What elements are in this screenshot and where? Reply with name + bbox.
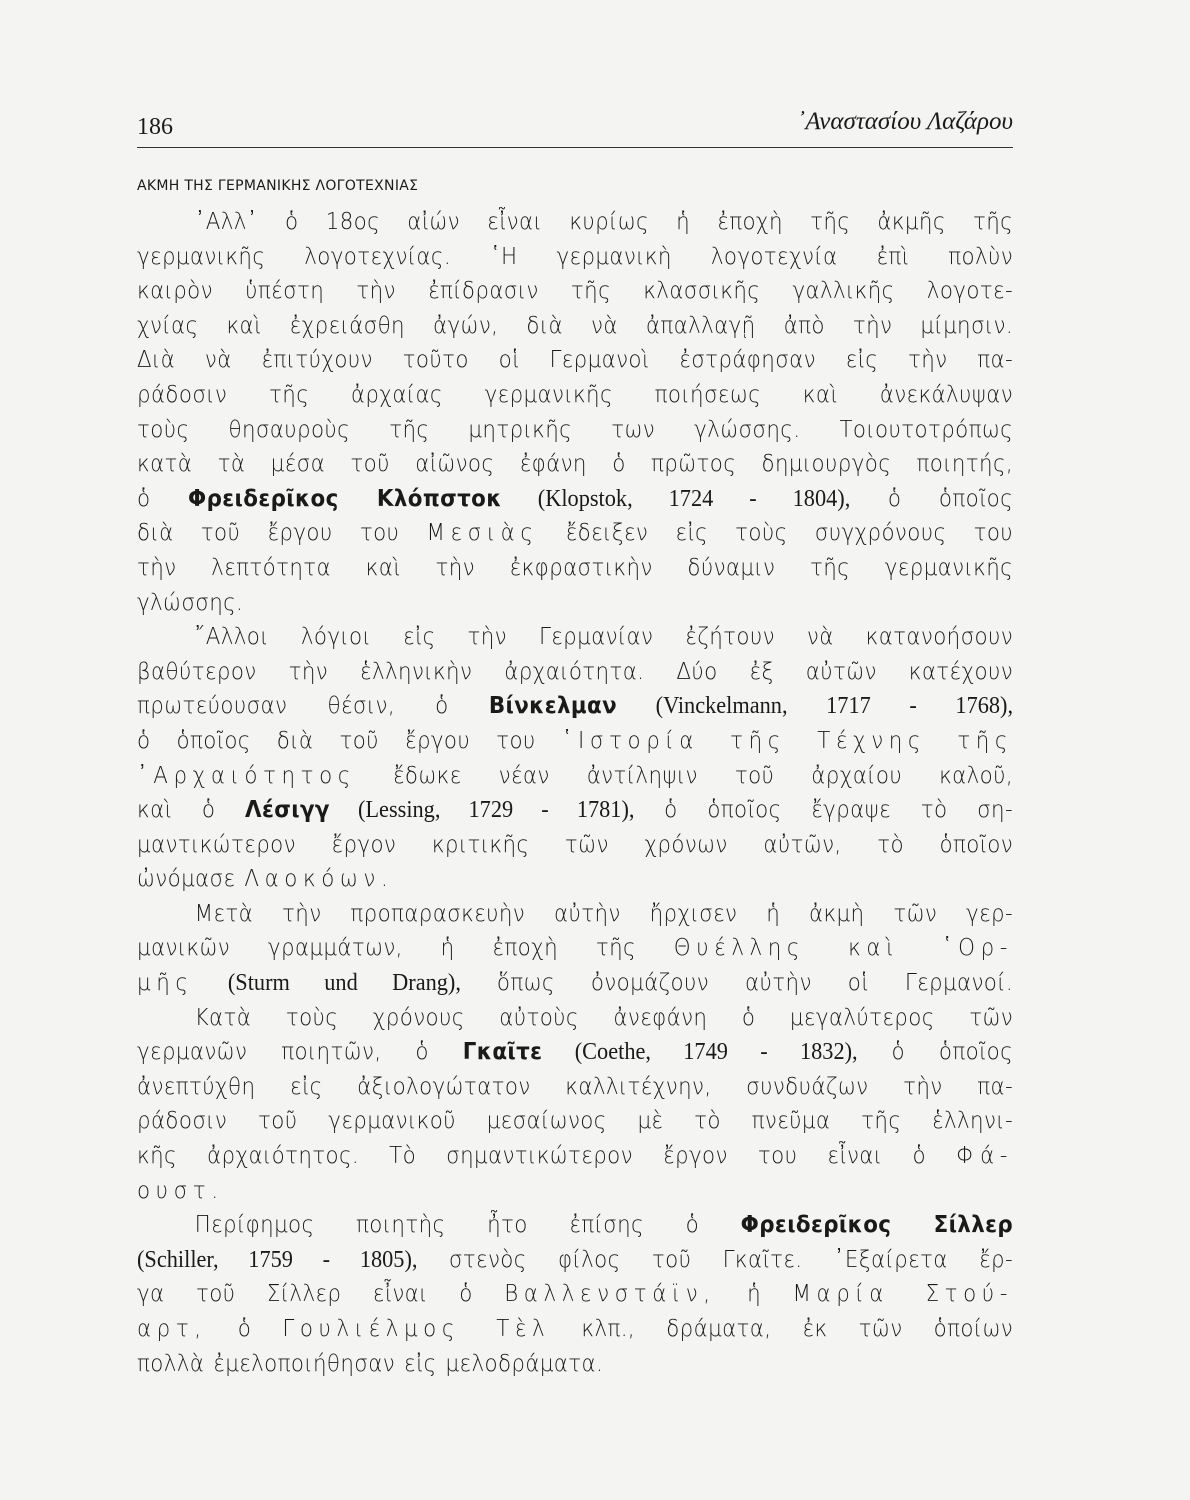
bold-name: Φρειδερῖκος Σίλλερ <box>740 1212 1014 1239</box>
text-segment: κλπ., δράματα, ἐκ τῶν ὁποίων <box>550 1316 1014 1342</box>
spaced-title: ᾿Αρχαιότητος <box>137 762 356 789</box>
bold-name: Φρειδερῖκος Κλόπστοκ <box>188 485 502 512</box>
text-line <box>137 205 1013 240</box>
text-segment: ὁ ὁποῖος διὰ τοῦ ἔργου του <box>137 727 562 754</box>
text-line <box>137 516 1013 551</box>
text-segment: στενὸς φίλος τοῦ Γκαῖτε. ᾿Εξαίρετα ἔρ- <box>417 1246 1014 1273</box>
bold-name: Βίνκελμαν <box>488 693 618 720</box>
spaced-title: Μαρία Στού- <box>792 1281 1014 1308</box>
text-line <box>137 966 1013 1001</box>
text-line <box>137 655 1013 690</box>
latin-reference: (Schiller, 1759 - 1805), <box>137 1246 418 1273</box>
text-line <box>137 828 1013 863</box>
text-segment: ράδοσιν τῆς ἀρχαίας γερμανικῆς ποιήσεως καὶ ἀνεκάλυψαν <box>137 381 1014 408</box>
spaced-title: ῾Ιστορία τῆς Τέχνης τῆς <box>561 727 1014 754</box>
latin-reference: (Klopstok, 1724 - 1804), <box>501 485 851 512</box>
text-line <box>137 1208 1013 1243</box>
text-line <box>137 378 1013 413</box>
text-segment: καὶ ὁ <box>137 797 246 824</box>
text-segment: γερμανῶν ποιητῶν, ὁ <box>137 1039 463 1066</box>
text-segment: ὁ ὁποῖος <box>857 1039 1014 1066</box>
text-segment: ὁ ὁποῖος ἔγραψε τὸ ση- <box>634 797 1014 824</box>
text-segment: Μετὰ τὴν προπαρασκευὴν αὐτὴν ἤρχισεν ἡ ἀκμὴ τῶν γερ- <box>194 900 1014 927</box>
text-line <box>137 413 1013 448</box>
text-segment: ἡ <box>715 1281 793 1308</box>
text-line <box>137 897 1013 932</box>
latin-reference: (Coethe, 1749 - 1832), <box>542 1039 858 1066</box>
text-segment: τὴν λεπτότητα καὶ τὴν ἐκφραστικὴν δύναμιν τῆς γερμανικῆς <box>137 554 1014 581</box>
text-segment: καιρὸν ὑπέστη τὴν ἐπίδρασιν τῆς κλασσικῆς γαλλικῆς λογοτε- <box>137 278 1014 305</box>
text-segment: ἀνεπτύχθη εἰς ἀξιολογώτατον καλλιτέχνην, συνδυάζων τὴν πα- <box>137 1073 1014 1100</box>
text-segment: ὁ ὁποῖος <box>850 485 1014 512</box>
text-line <box>137 551 1013 586</box>
text-line <box>137 1001 1013 1036</box>
text-line <box>137 759 1013 794</box>
latin-reference: (Sturm und Drang), <box>193 970 461 997</box>
text-segment: γερμανικῆς λογοτεχνίας. ῾Η γερμανικὴ λογοτεχνία ἐπὶ πολὺν <box>137 243 1014 270</box>
bold-name: Λέσιγγ <box>245 797 330 824</box>
text-segment: Κατὰ τοὺς χρόνους αὐτοὺς ἀνεφάνη ὁ μεγαλύτερος τῶν <box>194 1004 1014 1031</box>
text-line <box>137 724 1013 759</box>
body-text <box>137 205 1013 1381</box>
text-segment: ἔδειξεν εἰς τοὺς συγχρόνους του <box>538 520 1014 547</box>
text-segment: γα τοῦ Σίλλερ εἶναι ὁ <box>137 1281 505 1308</box>
text-segment: ὅπως ὀνομάζουν αὐτὴν οἱ Γερμανοί. <box>460 970 1014 997</box>
text-line <box>137 586 1013 621</box>
text-line <box>137 1070 1013 1105</box>
text-line <box>137 1277 1013 1312</box>
text-segment: τοὺς θησαυροὺς τῆς μητρικῆς των γλώσσης. Τοιουτοτρόπως <box>137 416 1014 443</box>
text-line <box>137 274 1013 309</box>
text-segment: ἔδωκε νέαν ἀντίληψιν τοῦ ἀρχαίου καλοῦ, <box>355 762 1014 789</box>
text-segment: Περίφημος ποιητὴς ἦτο ἐπίσης ὁ <box>194 1212 741 1239</box>
text-segment: ὠνόμασε <box>137 866 245 893</box>
text-segment: ράδοσιν τοῦ γερμανικοῦ μεσαίωνος μὲ τὸ πνεῦμα τῆς ἑλληνι- <box>137 1108 1014 1135</box>
text-segment: πρωτεύουσαν θέσιν, ὁ <box>137 693 489 720</box>
text-segment: διὰ τοῦ ἔργου του <box>137 520 427 547</box>
text-line <box>137 620 1013 655</box>
running-head-author: ᾿Αναστασίου Λαζάρου <box>797 108 1013 135</box>
text-segment: πολλὰ ἐμελοποιήθησαν εἰς μελοδράματα. <box>137 1350 604 1377</box>
text-line <box>137 309 1013 344</box>
text-line <box>137 1243 1013 1278</box>
spaced-title: Γουλιέλμος Τὲλ <box>282 1316 551 1342</box>
text-line <box>137 447 1013 482</box>
text-segment: κῆς ἀρχαιότητος. Τὸ σημαντικώτερον ἔργον του εἶναι ὁ <box>137 1143 957 1170</box>
text-segment: Διὰ νὰ ἐπιτύχουν τοῦτο οἱ Γερμανοὶ ἐστράφησαν εἰς τὴν πα- <box>137 347 1014 374</box>
text-segment: μανικῶν γραμμάτων, ἡ ἐποχὴ τῆς <box>137 935 674 962</box>
spaced-title: Θυέλλης καὶ ῾Ορ- <box>673 935 1014 962</box>
text-line <box>137 793 1013 828</box>
spaced-title: Μεσιὰς <box>426 520 539 547</box>
text-line <box>137 1035 1013 1070</box>
bold-name: Γκαῖτε <box>462 1039 543 1066</box>
spaced-title: Βαλλενστάϊν, <box>504 1281 716 1308</box>
spaced-title: Φά- <box>956 1143 1014 1170</box>
text-segment: ᾿Αλλ᾿ ὁ 18ος αἰών εἶναι κυρίως ἡ ἐποχὴ τῆς ἀκμῆς τῆς <box>194 209 1014 235</box>
text-line <box>137 1347 1013 1382</box>
text-line <box>137 1312 1013 1347</box>
spaced-title: μῆς <box>137 970 194 997</box>
latin-reference: (Lessing, 1729 - 1781), <box>329 797 635 824</box>
spaced-title: Λαοκόων. <box>244 866 394 893</box>
text-segment: ὁ <box>137 485 189 512</box>
spaced-title: ουστ. <box>137 1177 224 1204</box>
text-line <box>137 862 1013 897</box>
text-segment: μαντικώτερον ἔργον κριτικῆς τῶν χρόνων αὐτῶν, τὸ ὁποῖον <box>137 831 1014 858</box>
spaced-title: αρτ, <box>137 1316 207 1342</box>
text-line <box>137 343 1013 378</box>
text-line <box>137 1174 1013 1209</box>
text-segment: ῎Αλλοι λόγιοι εἰς τὴν Γερμανίαν ἐζήτουν νὰ κατανοήσουν <box>194 624 1014 651</box>
text-segment: χνίας καὶ ἐχρειάσθη ἀγών, διὰ νὰ ἀπαλλαγῇ ἀπὸ τὴν μίμησιν. <box>137 312 1014 339</box>
text-line <box>137 240 1013 275</box>
text-line <box>137 1139 1013 1174</box>
text-line <box>137 689 1013 724</box>
text-line <box>137 931 1013 966</box>
header-rule <box>137 147 1013 148</box>
latin-reference: (Vinckelmann, 1717 - 1768), <box>617 693 1014 720</box>
text-line <box>137 1104 1013 1139</box>
text-line <box>137 482 1013 517</box>
section-title: ΑΚΜΗ ΤΗΣ ΓΕΡΜΑΝΙΚΗΣ ΛΟΓΟΤΕΧΝΙΑΣ <box>137 178 419 194</box>
text-segment: ὁ <box>206 1316 283 1342</box>
text-segment: βαθύτερον τὴν ἑλληνικὴν ἀρχαιότητα. Δύο ἐξ αὐτῶν κατέχουν <box>137 658 1014 685</box>
page-number: 186 <box>137 114 173 140</box>
text-segment: γλώσσης. <box>137 589 244 616</box>
text-segment: κατὰ τὰ μέσα τοῦ αἰῶνος ἐφάνη ὁ πρῶτος δημιουργὸς ποιητής, <box>137 451 1014 478</box>
